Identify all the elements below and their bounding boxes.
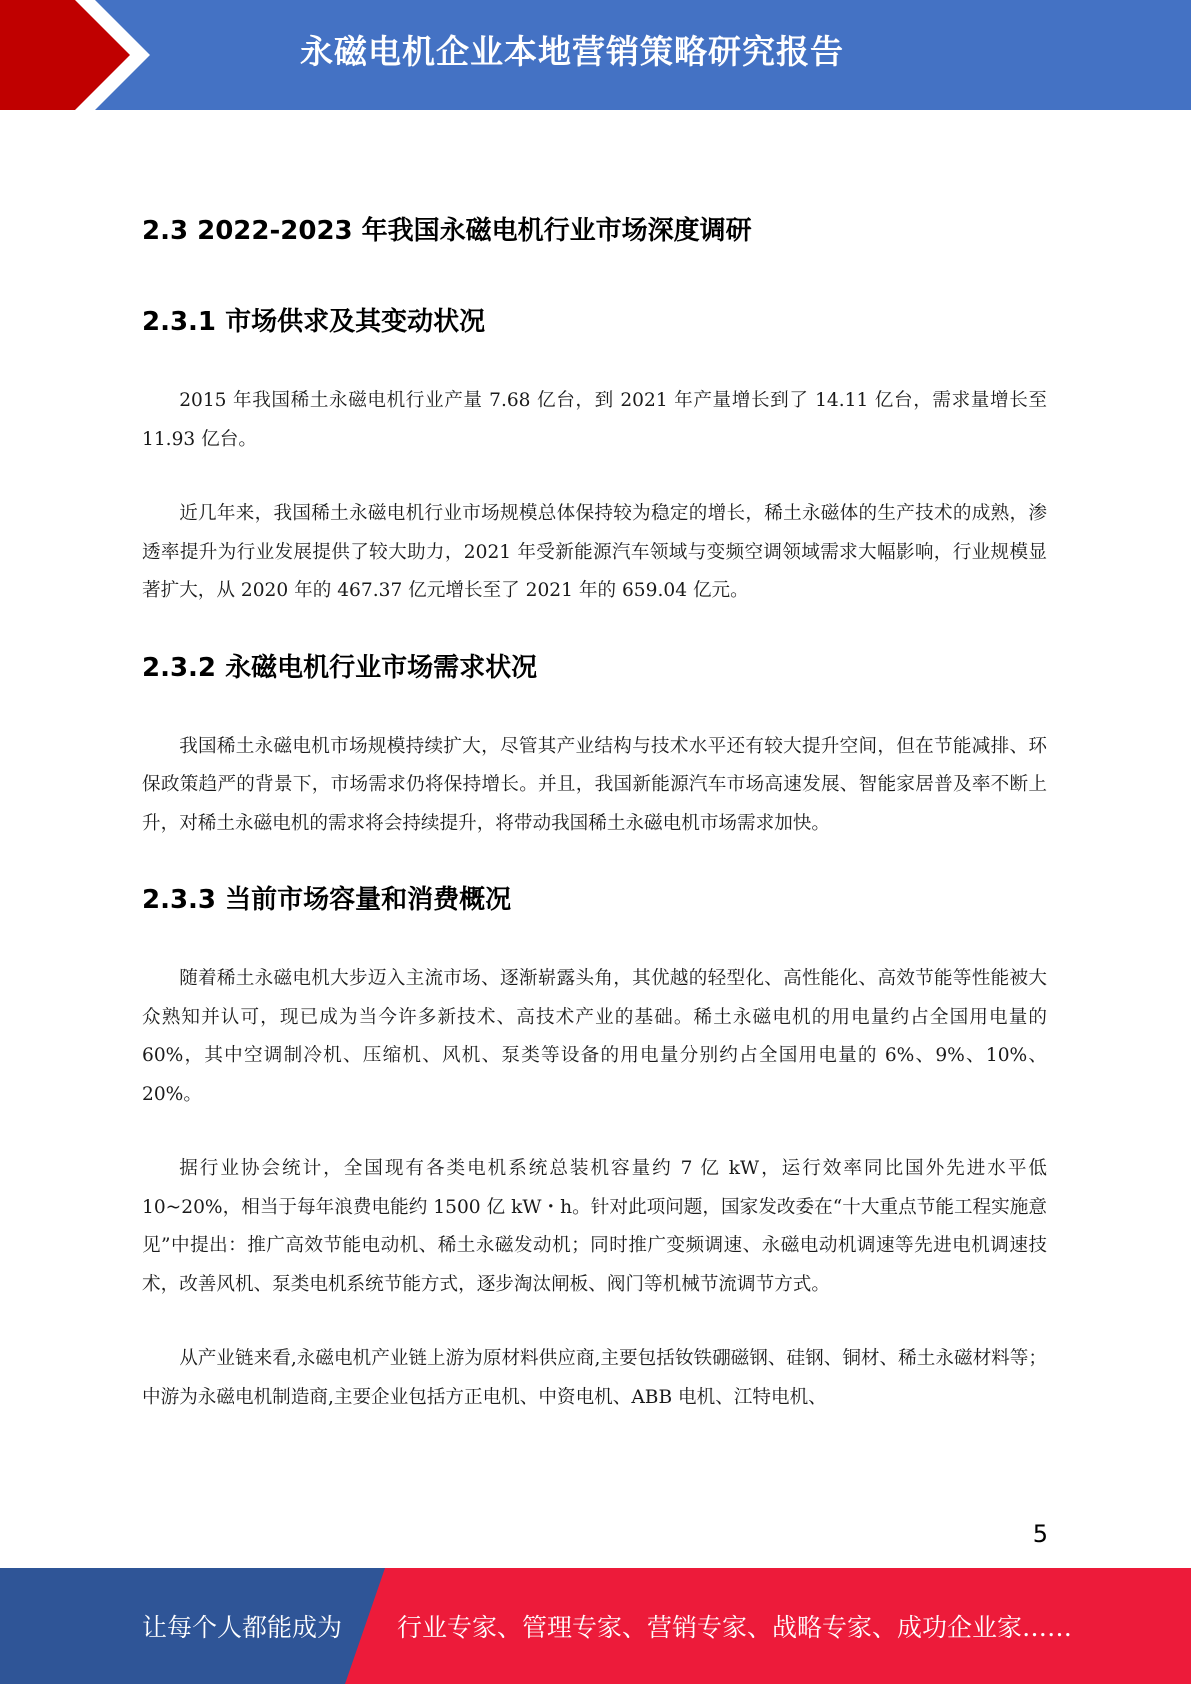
footer-slogan-right: 行业专家、管理专家、营销专家、战略专家、成功企业家…… [397,1613,1073,1642]
subsection-heading-2-3-2: 2.3.2 永磁电机行业市场需求状况 [142,652,538,683]
page-number: 5 [1032,1520,1048,1548]
footer-banner [0,1568,1191,1684]
report-title: 永磁电机企业本地营销策略研究报告 [300,32,844,71]
paragraph: 据行业协会统计，全国现有各类电机系统总装机容量约 7 亿 kW，运行效率同比国外先进水平低 10~20%，相当于每年浪费电能约 1500 亿 kW・h。针对此项问题，国家发改委在“十大重点节能工程实施意见”中提出：推广高效节能电动机、稀土永磁发动机；同时推广变频调速、永磁电动机调速等先进电机调速技术，改善风机、泵类电机系统节能方式，逐步淘汰闸板、阀门等机械节流调节方式。 [142,1158,1047,1295]
paragraph: 近几年来，我国稀土永磁电机行业市场规模总体保持较为稳定的增长，稀土永磁体的生产技术的成熟，渗透率提升为行业发展提供了较大助力，2021 年受新能源汽车领域与变频空调领域需求大幅影响，行业规模显著扩大，从 2020 年的 467.37 亿元增长至了 2021 年的 659.04 亿元。 [142,503,1047,601]
header-arrow [0,0,140,110]
section-heading: 2.3 2022-2023 年我国永磁电机行业市场深度调研 [142,216,752,246]
paragraph: 我国稀土永磁电机市场规模持续扩大，尽管其产业结构与技术水平还有较大提升空间，但在节能减排、环保政策趋严的背景下，市场需求仍将保持增长。并且，我国新能源汽车市场高速发展、智能家居普及率不断上升，对稀土永磁电机的需求将会持续提升，将带动我国稀土永磁电机市场需求加快。 [142,735,1047,834]
subsection-heading-2-3-3: 2.3.3 当前市场容量和消费概况 [142,885,512,915]
paragraph: 随着稀土永磁电机大步迈入主流市场、逐渐崭露头角，其优越的轻型化、高性能化、高效节能等性能被大众熟知并认可，现已成为当今许多新技术、高技术产业的基础。稀土永磁电机的用电量约占全国用电量的 60%，其中空调制冷机、压缩机、风机、泵类等设备的用电量分别约占全国用电量的 6%、9%、10%、20%。 [142,968,1047,1105]
subsection-heading-2-3-1: 2.3.1 市场供求及其变动状况 [142,307,486,337]
footer-slogan-left: 让每个人都能成为 [142,1613,343,1642]
main-content [142,210,1047,1417]
header-banner [0,0,1191,110]
paragraph: 2015 年我国稀土永磁电机行业产量 7.68 亿台，到 2021 年产量增长到了 14.11 亿台，需求量增长至 11.93 亿台。 [142,390,1047,450]
paragraph: 从产业链来看,永磁电机产业链上游为原材料供应商,主要包括钕铁硼磁钢、硅钢、铜材、稀土永磁材料等；中游为永磁电机制造商,主要企业包括方正电机、中资电机、ABB 电机、江特电机、 [142,1348,1047,1408]
